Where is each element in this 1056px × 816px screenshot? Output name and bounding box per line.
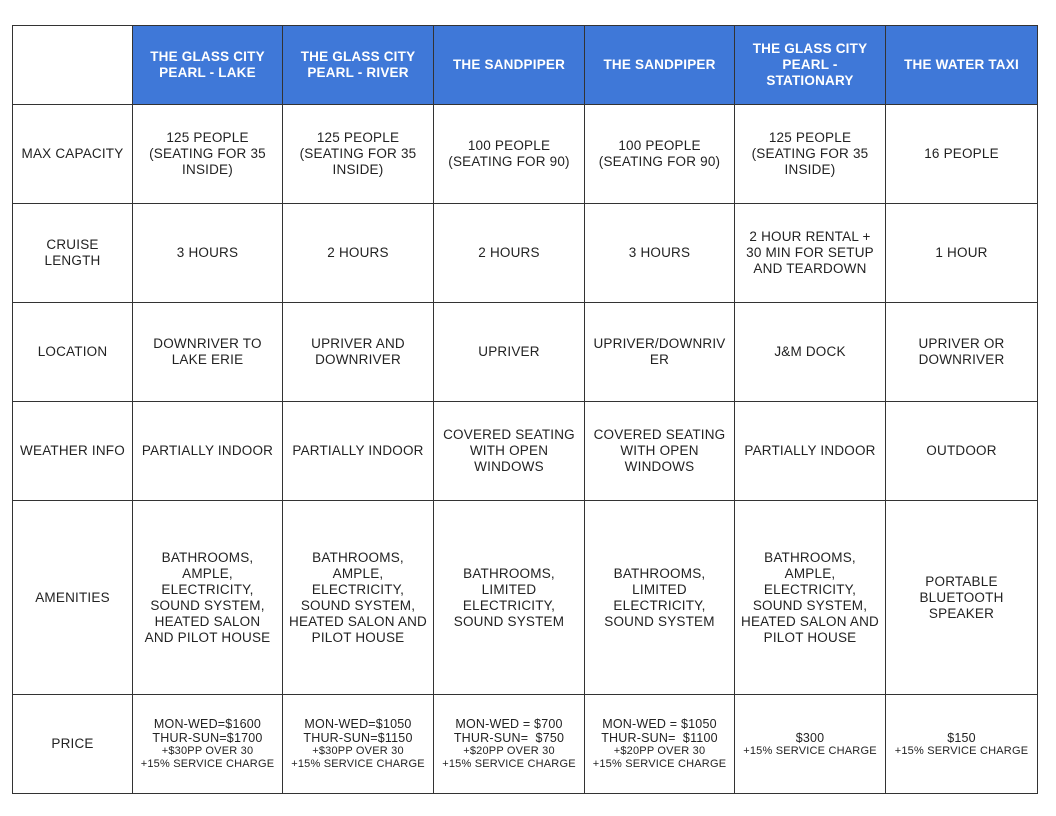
cell-weather: PARTIALLY INDOOR [283,402,434,501]
cell-cruise-length: 2 HOURS [283,204,434,303]
row-cruise-length [13,204,1038,303]
price-service-charge-note: +15% SERVICE CHARGE [592,758,727,770]
row-weather-info [13,402,1038,501]
cell-capacity: 125 PEOPLE (SEATING FOR 35 INSIDE) [283,105,434,204]
cell-price [434,695,585,794]
cell-weather: COVERED SEATING WITH OPEN WINDOWS [585,402,735,501]
cell-weather: OUTDOOR [886,402,1038,501]
row-label-amenities: AMENITIES [13,501,133,695]
cell-amenities: BATHROOMS, AMPLE, ELECTRICITY, SOUND SYSTEM, HEATED SALON AND PILOT HOUSE [133,501,283,695]
header-sandpiper-2: THE SANDPIPER [585,26,735,105]
cell-cruise-length: 1 HOUR [886,204,1038,303]
price-weekday: MON-WED=$1050 [304,717,412,731]
price-per-person-note: +$30PP OVER 30 [312,745,404,757]
cell-capacity: 16 PEOPLE [886,105,1038,204]
price-service-charge-note: +15% SERVICE CHARGE [894,744,1029,757]
cell-amenities: BATHROOMS, LIMITED ELECTRICITY, SOUND SYSTEM [585,501,735,695]
cell-capacity: 100 PEOPLE (SEATING FOR 90) [585,105,735,204]
cell-capacity: 125 PEOPLE (SEATING FOR 35 INSIDE) [735,105,886,204]
row-max-capacity [13,105,1038,204]
cell-price [886,695,1038,794]
comparison-table [12,25,1038,794]
row-label-cruise-length: CRUISE LENGTH [13,204,133,303]
row-label-max-capacity: MAX CAPACITY [13,105,133,204]
cell-amenities: BATHROOMS, LIMITED ELECTRICITY, SOUND SYSTEM [434,501,585,695]
cell-location: UPRIVER AND DOWNRIVER [283,303,434,402]
cell-location: UPRIVER/DOWNRIVER [585,303,735,402]
cell-price [585,695,735,794]
price-flat: $300 [795,730,825,745]
price-service-charge-note: +15% SERVICE CHARGE [442,758,576,770]
cell-cruise-length: 2 HOURS [434,204,585,303]
cell-weather: PARTIALLY INDOOR [735,402,886,501]
header-glass-city-pearl-stationary: THE GLASS CITY PEARL - STATIONARY [735,26,886,105]
price-flat: $150 [947,730,976,745]
header-glass-city-pearl-lake: THE GLASS CITY PEARL - LAKE [133,26,283,105]
row-label-price: PRICE [13,695,133,794]
price-per-person-note: +$20PP OVER 30 [613,745,706,757]
price-service-charge-note: +15% SERVICE CHARGE [743,744,877,757]
price-weekend: THUR-SUN= $750 [453,731,565,745]
cell-location: UPRIVER [434,303,585,402]
cell-capacity: 100 PEOPLE (SEATING FOR 90) [434,105,585,204]
price-weekend: THUR-SUN=$1700 [152,731,263,745]
cell-price [283,695,434,794]
cell-cruise-length: 2 HOUR RENTAL + 30 MIN FOR SETUP AND TEARDOWN [735,204,886,303]
row-price [13,695,1038,794]
price-per-person-note: +$20PP OVER 30 [463,745,555,757]
price-weekend: THUR-SUN= $1100 [601,731,718,745]
header-sandpiper-1: THE SANDPIPER [434,26,585,105]
price-weekday: MON-WED=$1600 [153,717,262,731]
cell-amenities: BATHROOMS, AMPLE, ELECTRICITY, SOUND SYSTEM, HEATED SALON AND PILOT HOUSE [735,501,886,695]
cell-location: J&M DOCK [735,303,886,402]
price-weekday: MON-WED = $700 [455,717,563,731]
cell-capacity: 125 PEOPLE (SEATING FOR 35 INSIDE) [133,105,283,204]
row-label-location: LOCATION [13,303,133,402]
corner-cell [13,26,133,105]
price-weekday: MON-WED = $1050 [602,717,717,731]
cell-location: UPRIVER OR DOWNRIVER [886,303,1038,402]
row-amenities [13,501,1038,695]
cell-cruise-length: 3 HOURS [133,204,283,303]
cell-price [133,695,283,794]
cell-amenities: PORTABLE BLUETOOTH SPEAKER [886,501,1038,695]
cell-weather: PARTIALLY INDOOR [133,402,283,501]
price-service-charge-note: +15% SERVICE CHARGE [140,758,275,770]
price-per-person-note: +$30PP OVER 30 [161,745,254,757]
cell-price [735,695,886,794]
row-label-weather-info: WEATHER INFO [13,402,133,501]
header-water-taxi: THE WATER TAXI [886,26,1038,105]
cell-amenities: BATHROOMS, AMPLE, ELECTRICITY, SOUND SYSTEM, HEATED SALON AND PILOT HOUSE [283,501,434,695]
header-glass-city-pearl-river: THE GLASS CITY PEARL - RIVER [283,26,434,105]
cell-cruise-length: 3 HOURS [585,204,735,303]
row-location [13,303,1038,402]
cell-location: DOWNRIVER TO LAKE ERIE [133,303,283,402]
price-service-charge-note: +15% SERVICE CHARGE [291,758,425,770]
cell-weather: COVERED SEATING WITH OPEN WINDOWS [434,402,585,501]
header-row [13,26,1038,105]
price-weekend: THUR-SUN=$1150 [303,731,413,745]
